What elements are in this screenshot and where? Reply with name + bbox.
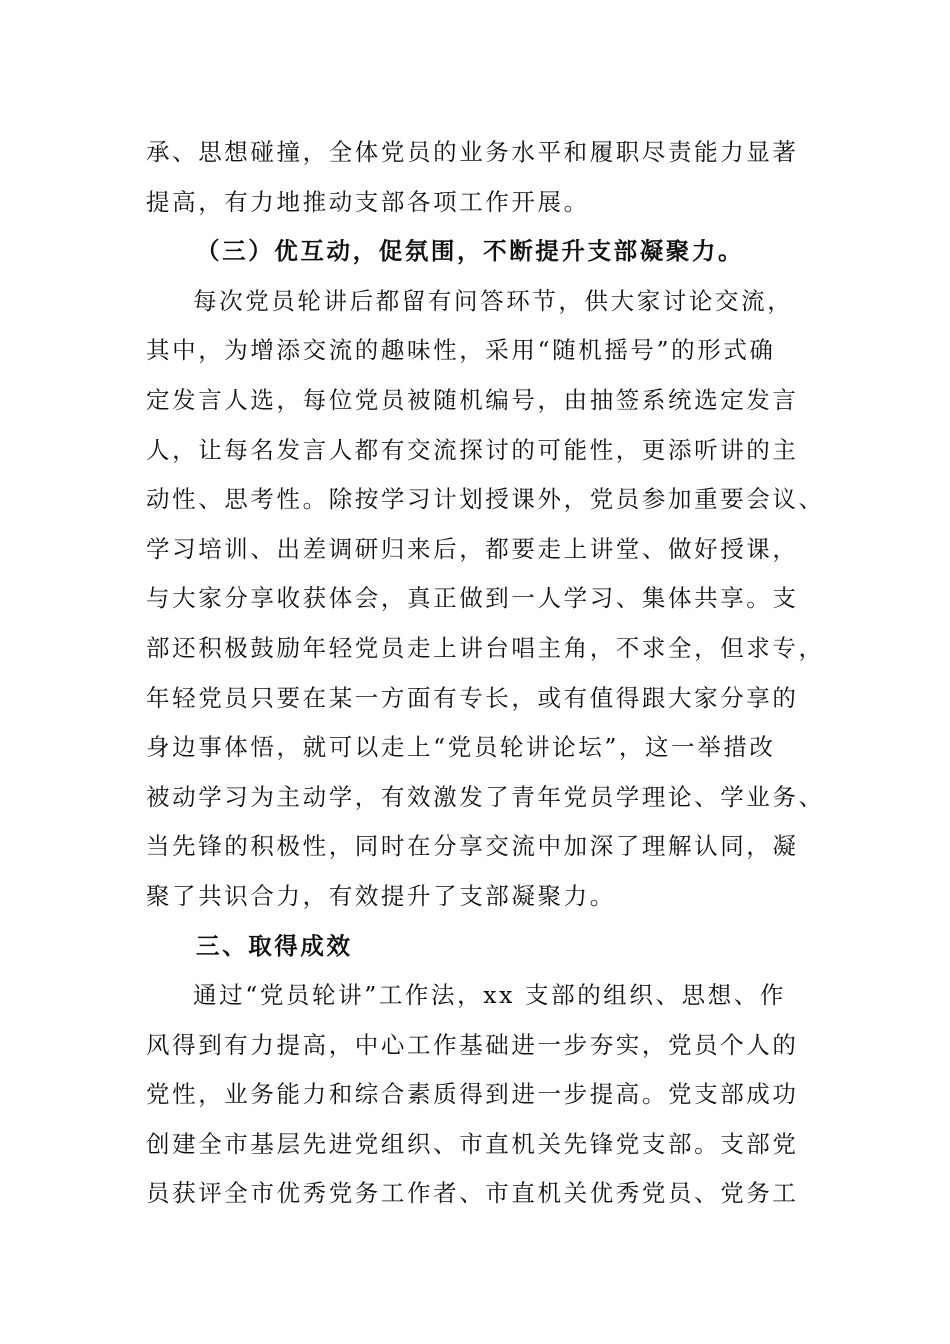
body-text-line: 党性，业务能力和综合素质得到进一步提高。党支部成功: [146, 1080, 799, 1109]
body-text-line: 其中，为增添交流的趣味性，采用“随机摇号”的形式确: [146, 336, 776, 365]
body-text-line: 创建全市基层先进党组织、市直机关先锋党支部。支部党: [146, 1129, 799, 1158]
body-text-line: 身边事体悟，就可以走上“党员轮讲论坛”，这一举措改: [146, 733, 776, 762]
body-text-line: 提高，有力地推动支部各项工作开展。: [146, 187, 590, 216]
body-text-line: 年轻党员只要在某一方面有专长，或有值得跟大家分享的: [146, 683, 799, 712]
body-text-line: 承、思想碰撞，全体党员的业务水平和履职尽责能力显著: [146, 138, 799, 166]
body-text-line: 部还积极鼓励年轻党员走上讲台唱主角，不求全，但求专，: [146, 633, 825, 662]
body-text-line: 聚了共识合力，有效提升了支部凝聚力。: [146, 881, 616, 910]
section-heading: 三、取得成效: [196, 931, 353, 960]
body-text-line: 风得到有力提高，中心工作基础进一步夯实，党员个人的: [146, 1030, 799, 1059]
body-text-line: 人，让每名发言人都有交流探讨的可能性，更添听讲的主: [146, 435, 799, 464]
body-text-line: 员获评全市优秀党务工作者、市直机关优秀党员、党务工: [146, 1179, 799, 1208]
body-text-line: 动性、思考性。除按学习计划授课外，党员参加重要会议、: [146, 485, 825, 514]
body-text-line: 当先锋的积极性，同时在分享交流中加深了理解认同，凝: [146, 832, 799, 861]
body-text-line: 与大家分享收获体会，真正做到一人学习、集体共享。支: [146, 584, 799, 613]
document-body: [146, 128, 825, 1219]
body-text-line: 学习培训、出差调研归来后，都要走上讲堂、做好授课，: [146, 534, 799, 563]
paragraph-first-line: 通过“党员轮讲”工作法，xx 支部的组织、思想、作: [193, 981, 787, 1010]
body-text-line: 定发言人选，每位党员被随机编号，由抽签系统选定发言: [146, 385, 799, 414]
body-text-line: 被动学习为主动学，有效激发了青年党员学理论、学业务、: [146, 782, 825, 811]
subsection-heading: （三）优互动，促氛围，不断提升支部凝聚力。: [196, 237, 745, 266]
paragraph-first-line: 每次党员轮讲后都留有问答环节，供大家讨论交流，: [193, 286, 794, 315]
